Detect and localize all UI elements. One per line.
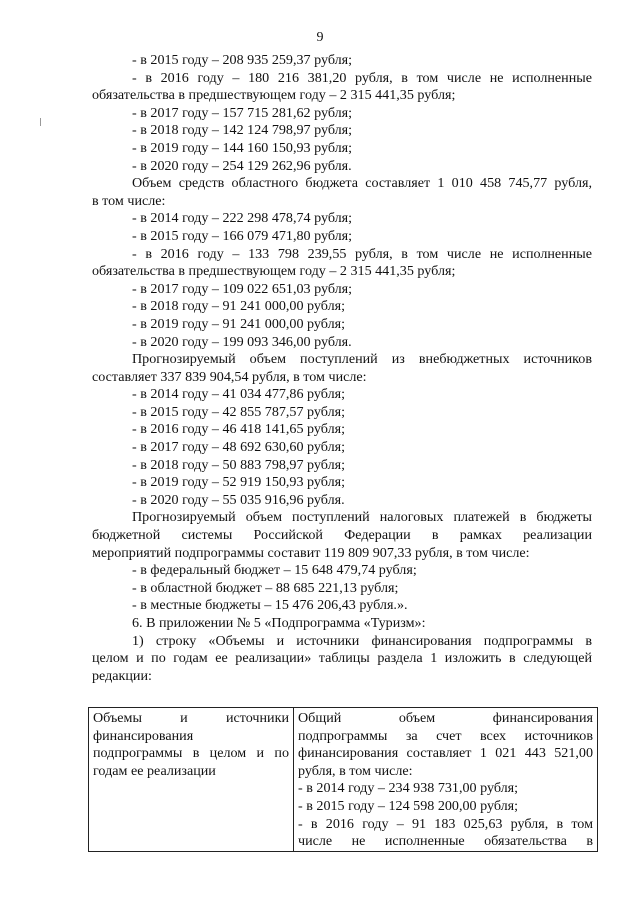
list-item: - в 2018 году – 142 124 798,97 рубля; (132, 122, 353, 139)
list-item: - в 2017 году – 109 022 651,03 рубля; (132, 280, 353, 297)
text-line: составляет 337 839 904,54 рубля, в том числе: (92, 368, 367, 385)
list-item: - в 2015 году – 166 079 471,80 рубля; (132, 227, 353, 244)
list-item: - в 2019 году – 91 241 000,00 рубля; (132, 315, 346, 332)
cell-text: Общий объем финансирования (298, 710, 593, 726)
text-line: в том числе: (92, 192, 166, 209)
list-item: - в 2020 году – 55 035 916,96 рубля. (132, 491, 345, 508)
table-row (89, 708, 598, 852)
cell-text: годам ее реализации (93, 762, 216, 779)
list-item: - в 2014 году – 222 298 478,74 рубля; (132, 210, 353, 227)
cell-text: числе не исполненные обязательства в (298, 833, 593, 850)
cell-text: финансирования (93, 727, 194, 744)
list-item: - в областной бюджет – 88 685 221,13 рубля; (132, 579, 399, 596)
cell-text: Объемы и источники (93, 710, 289, 726)
cell-text: подпрограммы за счет всех источников (298, 727, 593, 744)
paragraph-text: Объем средств областного бюджета составляет 1 010 458 745,77 рубля, (132, 175, 592, 192)
list-item: - в 2015 году – 208 935 259,37 рубля; (132, 52, 353, 68)
table-cell-label (89, 708, 294, 852)
list-item: - в 2019 году – 52 919 150,93 рубля; (132, 474, 346, 491)
list-item: - в 2019 году – 144 160 150,93 рубля; (132, 139, 353, 156)
cell-text: подпрограммы в целом и по (93, 745, 289, 762)
table-cell-value (294, 708, 598, 852)
text-line: бюджетной системы Российской Федерации в рамках реализации (92, 527, 592, 544)
cell-text: - в 2016 году – 91 183 025,63 рубля, в том (298, 815, 593, 832)
list-item: - в 2017 году – 48 692 630,60 рубля; (132, 439, 346, 456)
list-item: - в 2018 году – 50 883 798,97 рубля; (132, 456, 346, 473)
paragraph-text: Прогнозируемый объем поступлений из внебюджетных источников (132, 351, 592, 368)
cell-text: - в 2015 году – 124 598 200,00 рубля; (298, 797, 519, 814)
margin-mark (40, 118, 41, 126)
text-line: целом и по годам ее реализации» таблицы раздела 1 изложить в следующей (92, 650, 592, 667)
funding-table (88, 707, 598, 852)
list-item: - в 2018 году – 91 241 000,00 рубля; (132, 298, 346, 315)
cell-text: - в 2014 году – 234 938 731,00 рубля; (298, 780, 519, 797)
list-item: - в 2017 году – 157 715 281,62 рубля; (132, 104, 353, 121)
paragraph-text: Прогнозируемый объем поступлений налоговых платежей в бюджеты (132, 509, 592, 526)
list-item: - в 2020 году – 254 129 262,96 рубля. (132, 157, 352, 174)
text-line: обязательства в предшествующем году – 2 315 441,35 рубля; (92, 87, 456, 104)
list-item: - в 2015 году – 42 855 787,57 рубля; (132, 403, 346, 420)
cell-text: рубля, в том числе: (298, 762, 413, 779)
list-item: - в 2014 году – 41 034 477,86 рубля; (132, 386, 346, 403)
list-item: - в 2016 году – 133 798 239,55 рубля, в том числе не исполненные (132, 245, 592, 262)
paragraph-text: 1) строку «Объемы и источники финансирования подпрограммы в (132, 632, 592, 649)
list-item: - в 2016 году – 180 216 381,20 рубля, в том числе не исполненные (132, 69, 592, 86)
list-item: - в 2020 году – 199 093 346,00 рубля. (132, 333, 352, 350)
list-item: - в местные бюджеты – 15 476 206,43 рубля.». (132, 597, 408, 614)
list-item: - в 2016 году – 46 418 141,65 рубля; (132, 421, 346, 438)
list-item: - в федеральный бюджет – 15 648 479,74 рубля; (132, 562, 417, 579)
cell-text: финансирования составляет 1 021 443 521,00 (298, 745, 593, 762)
document-body (92, 52, 592, 685)
page-number: 9 (316, 30, 324, 45)
text-line: обязательства в предшествующем году – 2 315 441,35 рубля; (92, 263, 456, 280)
paragraph-text: 6. В приложении № 5 «Подпрограмма «Туризм»: (132, 615, 426, 631)
text-line: редакции: (92, 667, 152, 684)
text-line: мероприятий подпрограммы составит 119 809 907,33 рубля, в том числе: (92, 544, 530, 561)
